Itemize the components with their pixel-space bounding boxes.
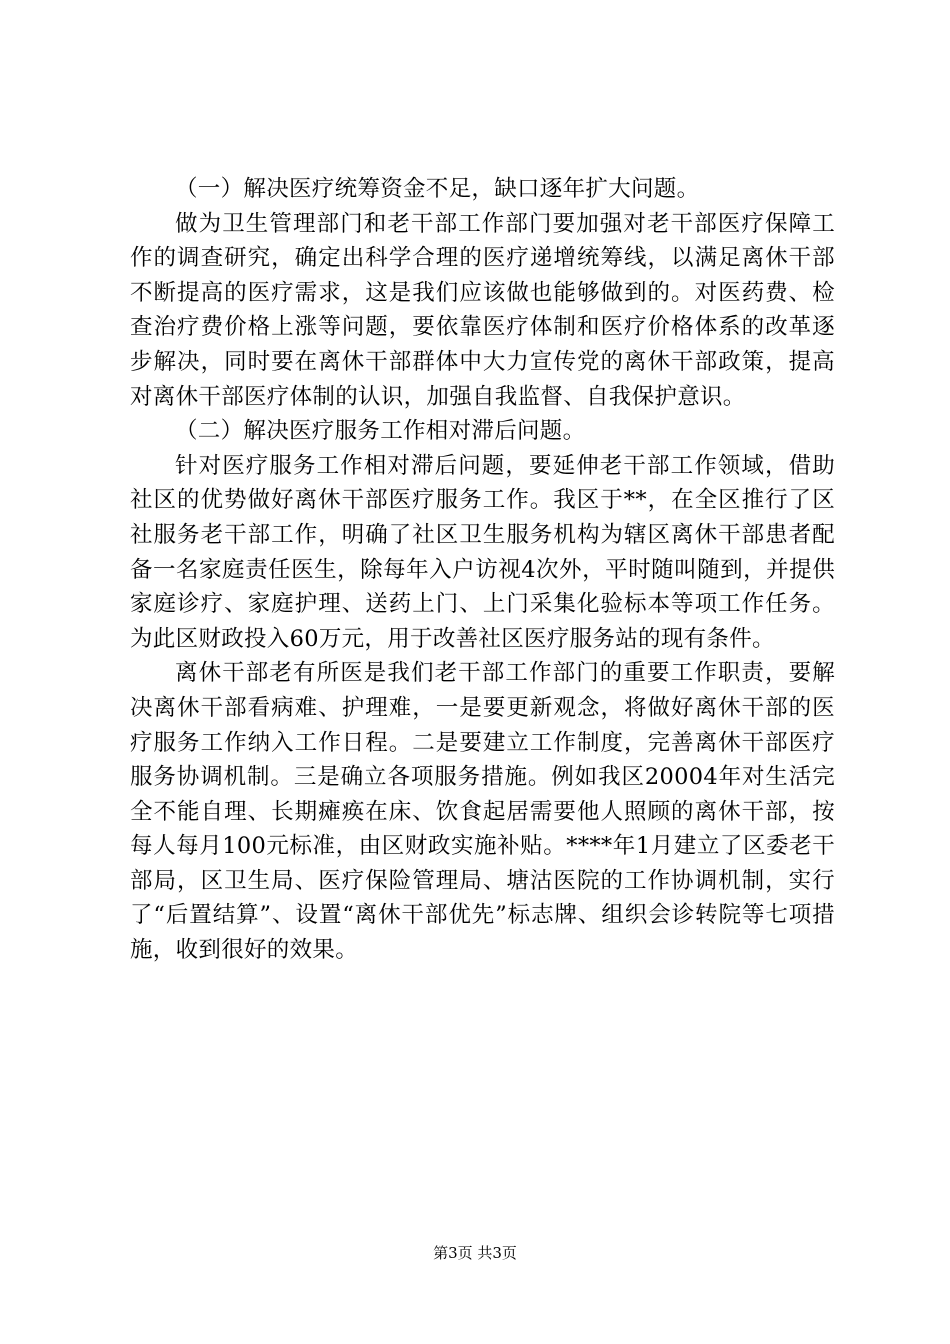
paragraph-3: 离休干部老有所医是我们老干部工作部门的重要工作职责，要解决离休干部看病难、护理难，一是要更新观念，将做好离休干部的医疗服务工作纳入工作日程。二是要建立工作制度，完善离休干部医疗服务协调机制。三是确立各项服务措施。例如我区20004年对生活完全不能自理、长期瘫痪在床、饮食起居需要他人照顾的离休干部，按每人每月100元标准，由区财政实施补贴。****年1月建立了区委老干部局，区卫生局、医疗保险管理局、塘沽医院的工作协调机制，实行了“后置结算”、设置“离休干部优先”标志牌、组织会诊转院等七项措施，收到很好的效果。 <box>130 660 835 964</box>
paragraph-1: 做为卫生管理部门和老干部工作部门要加强对老干部医疗保障工作的调查研究，确定出科学合理的医疗递增统筹线，以满足离休干部不断提高的医疗需求，这是我们应该做也能够做到的。对医药费、检查治疗费价格上涨等问题，要依靠医疗体制和医疗价格体系的改革逐步解决，同时要在离休干部群体中大力宣传党的离休干部政策，提高对离休干部医疗体制的认识，加强自我监督、自我保护意识。 <box>130 210 835 410</box>
section-heading-1: （一）解决医疗统筹资金不足，缺口逐年扩大问题。 <box>175 176 700 202</box>
paragraph-2: 针对医疗服务工作相对滞后问题，要延伸老干部工作领域，借助社区的优势做好离休干部医疗服务工作。我区于**，在全区推行了区社服务老干部工作，明确了社区卫生服务机构为辖区离休干部患者配备一名家庭责任医生，除每年入户访视4次外，平时随叫随到，并提供家庭诊疗、家庭护理、送药上门、上门采集化验标本等项工作任务。为此区财政投入60万元，用于改善社区医疗服务站的现有条件。 <box>130 452 835 652</box>
page-footer: 第3页 共3页 <box>433 1244 517 1262</box>
section-heading-2: （二）解决医疗服务工作相对滞后问题。 <box>175 418 586 445</box>
document-body <box>130 172 835 968</box>
